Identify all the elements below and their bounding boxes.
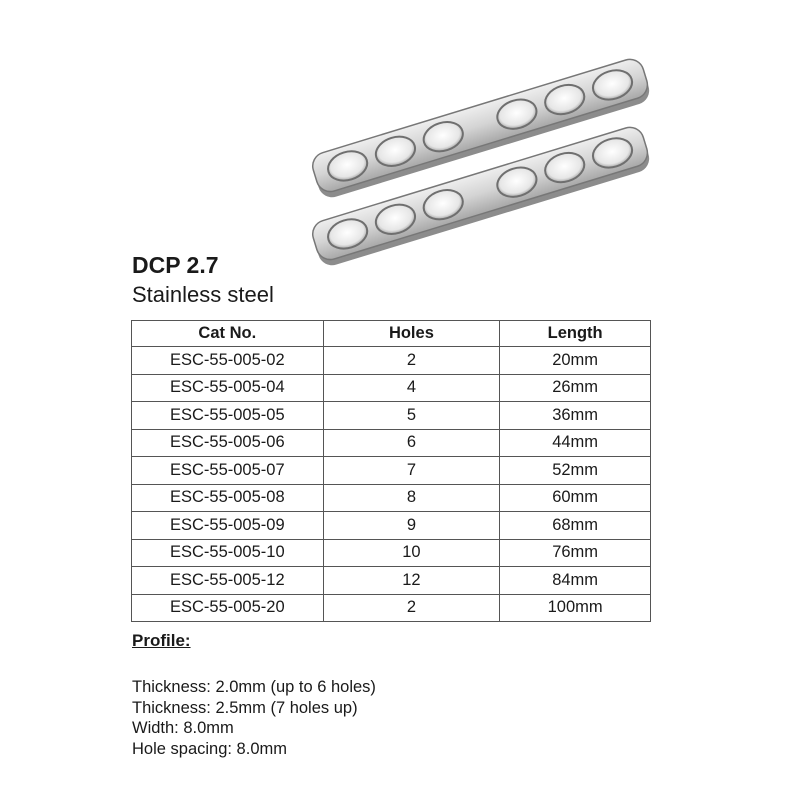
cell-cat-no: ESC-55-005-20 — [132, 594, 324, 622]
spec-thickness-large: Thickness: 2.5mm (7 holes up) — [132, 698, 358, 717]
header-length: Length — [500, 321, 651, 347]
product-title: DCP 2.7 — [132, 252, 219, 278]
cell-holes: 6 — [323, 429, 500, 457]
cell-holes: 9 — [323, 512, 500, 540]
table-row — [132, 484, 651, 512]
cell-holes: 8 — [323, 484, 500, 512]
spec-hole-spacing: Hole spacing: 8.0mm — [132, 739, 287, 758]
table-row — [132, 402, 651, 430]
cell-length: 100mm — [500, 594, 651, 622]
cell-cat-no: ESC-55-005-09 — [132, 512, 324, 540]
cell-length: 26mm — [500, 374, 651, 402]
cell-cat-no: ESC-55-005-06 — [132, 429, 324, 457]
profile-specs — [132, 677, 376, 759]
spec-width: Width: 8.0mm — [132, 719, 234, 737]
cell-holes: 2 — [323, 347, 500, 375]
cell-holes: 7 — [323, 457, 500, 485]
table-row — [132, 429, 651, 457]
cell-length: 68mm — [500, 512, 651, 540]
cell-length: 84mm — [500, 567, 651, 595]
table-header-row — [132, 321, 651, 347]
header-cat-no: Cat No. — [132, 321, 324, 347]
cell-holes: 10 — [323, 539, 500, 567]
cell-cat-no: ESC-55-005-04 — [132, 374, 324, 402]
cell-cat-no: ESC-55-005-07 — [132, 457, 324, 485]
table-row — [132, 594, 651, 622]
table-row — [132, 567, 651, 595]
table-row — [132, 347, 651, 375]
profile-heading: Profile: — [132, 631, 191, 650]
cell-length: 60mm — [500, 484, 651, 512]
product-material: Stainless steel — [132, 282, 274, 307]
table-row — [132, 539, 651, 567]
table-row — [132, 512, 651, 540]
cell-holes: 2 — [323, 594, 500, 622]
cell-length: 36mm — [500, 402, 651, 430]
cell-length: 44mm — [500, 429, 651, 457]
spec-thickness-small: Thickness: 2.0mm (up to 6 holes) — [132, 678, 376, 696]
cell-holes: 12 — [323, 567, 500, 595]
cell-length: 20mm — [500, 347, 651, 375]
cell-length: 76mm — [500, 539, 651, 567]
cell-holes: 4 — [323, 374, 500, 402]
cell-length: 52mm — [500, 457, 651, 485]
cell-cat-no: ESC-55-005-05 — [132, 402, 324, 430]
cell-holes: 5 — [323, 402, 500, 430]
table-row — [132, 457, 651, 485]
header-holes: Holes — [323, 321, 500, 347]
table-row — [132, 374, 651, 402]
bone-plates-illustration — [300, 55, 660, 315]
cell-cat-no: ESC-55-005-02 — [132, 347, 324, 375]
cell-cat-no: ESC-55-005-10 — [132, 539, 324, 567]
catalog-table — [131, 320, 651, 622]
cell-cat-no: ESC-55-005-08 — [132, 484, 324, 512]
cell-cat-no: ESC-55-005-12 — [132, 567, 324, 595]
